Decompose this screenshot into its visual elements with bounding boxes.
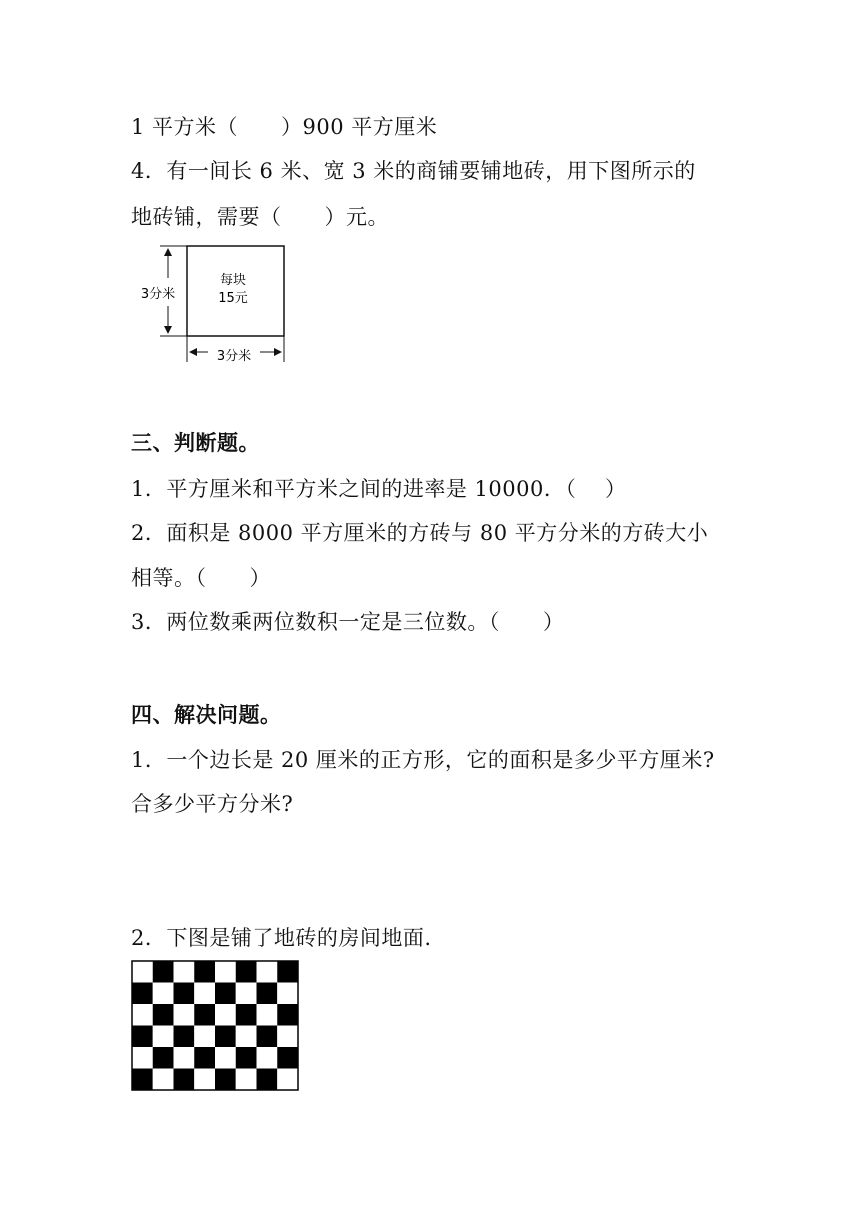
- floor-tile: [153, 961, 174, 983]
- floor-tile: [236, 961, 257, 983]
- floor-tile: [277, 1004, 298, 1026]
- floor-tile: [174, 1004, 195, 1026]
- floor-tile: [277, 983, 298, 1005]
- floor-tile: [153, 1026, 174, 1048]
- floor-tile: [257, 983, 278, 1005]
- floor-tile: [132, 983, 153, 1005]
- problem-item-1-line2: 合多少平方分米?: [131, 792, 294, 816]
- floor-tile: [236, 1004, 257, 1026]
- floor-tile: [194, 1069, 215, 1091]
- floor-tile: [257, 1004, 278, 1026]
- floor-tile: [215, 983, 236, 1005]
- floor-tile: [215, 1026, 236, 1048]
- floor-tile: [174, 1069, 195, 1091]
- floor-tile: [257, 1069, 278, 1091]
- tile-price-label-line2: 15元: [218, 291, 248, 306]
- width-label: 3分米: [216, 349, 252, 364]
- checkerboard-floor-figure: [131, 960, 299, 1091]
- floor-tile: [277, 1047, 298, 1069]
- height-label: 3分米: [140, 287, 176, 302]
- fill-blank-item-unit-compare: 1 平方米（ ）900 平方厘米: [131, 115, 438, 139]
- floor-tile: [194, 961, 215, 983]
- judgement-item-2-line2: 相等。（ ）: [131, 566, 271, 590]
- problem-item-2: 2．下图是铺了地砖的房间地面.: [131, 926, 432, 950]
- floor-tile: [132, 1026, 153, 1048]
- floor-tile: [132, 961, 153, 983]
- floor-tile: [277, 1069, 298, 1091]
- floor-tile: [174, 983, 195, 1005]
- floor-tile: [257, 961, 278, 983]
- floor-tile: [132, 1004, 153, 1026]
- floor-tile: [174, 1026, 195, 1048]
- floor-tile: [153, 1004, 174, 1026]
- floor-tile: [215, 1069, 236, 1091]
- tile-price-label-line1: 每块: [219, 273, 247, 288]
- fill-blank-item-4-line2: 地砖铺，需要（ ）元。: [131, 205, 389, 229]
- judgement-item-2-line1: 2．面积是 8000 平方厘米的方砖与 80 平方分米的方砖大小: [131, 521, 709, 545]
- floor-tile: [257, 1047, 278, 1069]
- fill-blank-item-4-line1: 4．有一间长 6 米、宽 3 米的商铺要铺地砖，用下图所示的: [131, 159, 696, 183]
- floor-tile: [153, 1069, 174, 1091]
- floor-tile: [257, 1026, 278, 1048]
- floor-tile: [215, 1004, 236, 1026]
- tile-diagram: [138, 240, 288, 368]
- floor-tile: [194, 1026, 215, 1048]
- section-heading-problem-solving: 四、解决问题。: [131, 703, 282, 727]
- floor-tile: [194, 1004, 215, 1026]
- floor-tile: [153, 1047, 174, 1069]
- floor-tile: [194, 1047, 215, 1069]
- floor-tile: [132, 1069, 153, 1091]
- floor-tile: [236, 1026, 257, 1048]
- floor-tile: [236, 1069, 257, 1091]
- floor-tile: [215, 961, 236, 983]
- floor-tile: [277, 1026, 298, 1048]
- judgement-item-1: 1．平方厘米和平方米之间的进率是 10000．（ ）: [131, 477, 627, 501]
- floor-tile: [153, 983, 174, 1005]
- floor-tile: [174, 961, 195, 983]
- floor-tile: [277, 961, 298, 983]
- problem-item-1-line1: 1．一个边长是 20 厘米的正方形，它的面积是多少平方厘米?: [131, 748, 715, 772]
- section-heading-judgement: 三、判断题。: [131, 431, 260, 455]
- floor-tile: [236, 1047, 257, 1069]
- judgement-item-3: 3．两位数乘两位数积一定是三位数。（ ）: [131, 610, 565, 634]
- floor-tile: [132, 1047, 153, 1069]
- floor-tile: [174, 1047, 195, 1069]
- floor-tile: [215, 1047, 236, 1069]
- floor-tile: [236, 983, 257, 1005]
- floor-tile: [194, 983, 215, 1005]
